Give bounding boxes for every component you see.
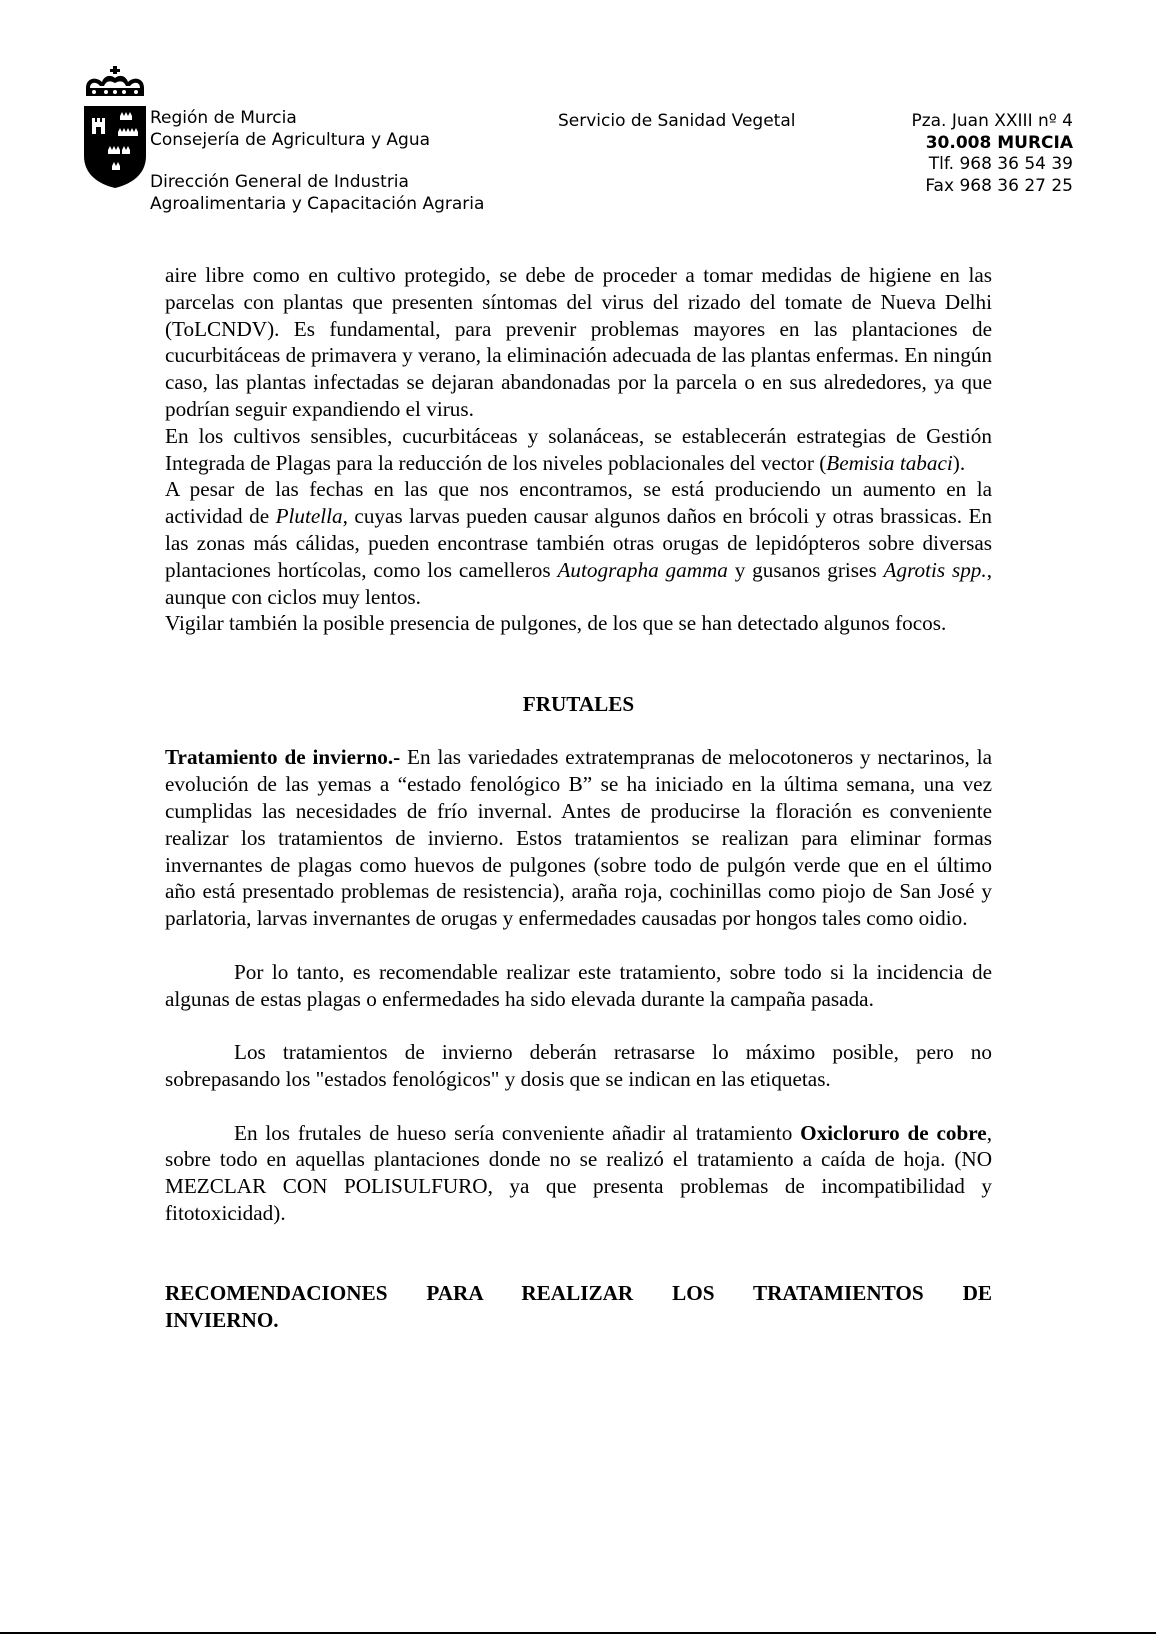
- fax-number: Fax 968 36 27 25: [925, 175, 1073, 196]
- paragraph-timing: Los tratamientos de invierno deberán retrasarse lo máximo posible, pero no sobrepasando los "estados fenológicos" y dosis que se indican en las etiquetas.: [165, 1040, 992, 1091]
- paragraph-plutella: A pesar de las fechas en las que nos encontramos, se está produciendo un aumento en la actividad de Plutella, cuyas larvas pueden causar algunos daños en brócoli y otras brassicas. En las zonas más cálidas, pueden encontrase también otras orugas de lepidópteros sobre diversas plantaciones hortícolas, como los camelleros Autographa gamma y gusanos grises Agrotis spp., aunque con ciclos muy lentos.: [165, 477, 992, 609]
- directorate-name-line1: Dirección General de Industria: [150, 172, 409, 192]
- page-bottom-rule: [0, 1632, 1156, 1634]
- directorate-name-line2: Agroalimentaria y Capacitación Agraria: [150, 193, 485, 214]
- crown-icon: [86, 66, 144, 96]
- address: Pza. Juan XXIII nº 4: [911, 111, 1073, 131]
- species-name: Plutella: [275, 504, 343, 529]
- paragraph-ipm-strategy: En los cultivos sensibles, cucurbitáceas y solanáceas, se establecerán estrategias de Gestión Integrada de Plagas para la reducción de los niveles poblacionales del vector (Bemisia tabaci).: [165, 423, 992, 475]
- subsection-title: Tratamiento de invierno.-: [165, 745, 401, 770]
- paragraph-recommendation: Por lo tanto, es recomendable realizar este tratamiento, sobre todo si la incidencia de algunas de estas plagas o enfermedades ha sido elevada durante la campaña pasada.: [165, 959, 992, 1011]
- section-title-recommendations-cont: INVIERNO.: [165, 1308, 279, 1333]
- section-title-recommendations: RECOMENDACIONES PARA REALIZAR LOS TRATAMIENTOS DE: [165, 1281, 992, 1306]
- species-name: Bemisia tabaci: [826, 450, 953, 475]
- species-name: Agrotis spp.: [883, 557, 987, 582]
- section-title-frutales: FRUTALES: [522, 691, 635, 716]
- paragraph-hygiene: aire libre como en cultivo protegido, se debe de proceder a tomar medidas de higiene en las parcelas con plantas que presenten síntomas del virus del rizado del tomate de Nueva Delhi (ToLCNDV). Es fundamental, para prevenir problemas mayores en las plantaciones de cucurbitáceas de primavera y verano, la eliminación adecuada de las plantas enfermas. En ningún caso, las plantas infectadas se dejaran abandonadas por la parcela o en sus alrededores, ya que podrían seguir expandiendo el virus.: [165, 263, 992, 421]
- header-contact-block: [830, 111, 1073, 197]
- shield-icon: [84, 106, 146, 188]
- species-name: Autographa gamma: [557, 557, 728, 582]
- paragraph-winter-treatment: Tratamiento de invierno.- En las variedades extratempranas de melocotoneros y nectarinos, la evolución de las yemas a “estado fenológico B” se ha iniciado en la última semana, una vez cumplidas las necesidades de frío invernal. Antes de producirse la floración es conveniente realizar los tratamientos de invierno. Estos tratamientos se realizan para eliminar formas invernantes de plagas como huevos de pulgones (sobre todo de pulgón verde que en el último año está presentado problemas de resistencia), araña roja, cochinillas como piojo de San José y parlatoria, larvas invernantes de orugas y enfermedades causadas por hongos tales como oidio.: [165, 745, 992, 931]
- region-coat-of-arms-logo: [82, 66, 148, 190]
- paragraph-copper: En los frutales de hueso sería conveniente añadir al tratamiento Oxicloruro de cobre, sobre todo en aquellas plantaciones donde no se realizó el tratamiento a caída de hoja. (NO MEZCLAR CON POLISULFURO, ya que presenta problemas de incompatibilidad y fitotoxicidad).: [165, 1120, 992, 1225]
- postal-city: 30.008 MURCIA: [925, 132, 1073, 153]
- product-name: Oxicloruro de cobre: [800, 1120, 987, 1145]
- ministry-name: Consejería de Agricultura y Agua: [150, 129, 431, 150]
- region-name: Región de Murcia: [150, 108, 297, 128]
- document-body: [165, 262, 992, 1334]
- service-name: Servicio de Sanidad Vegetal: [558, 111, 796, 131]
- paragraph-aphids: Vigilar también la posible presencia de pulgones, de los que se han detectado algunos focos.: [165, 611, 947, 636]
- phone-number: Tlf. 968 36 54 39: [928, 154, 1073, 174]
- header-institution-block: [150, 108, 484, 215]
